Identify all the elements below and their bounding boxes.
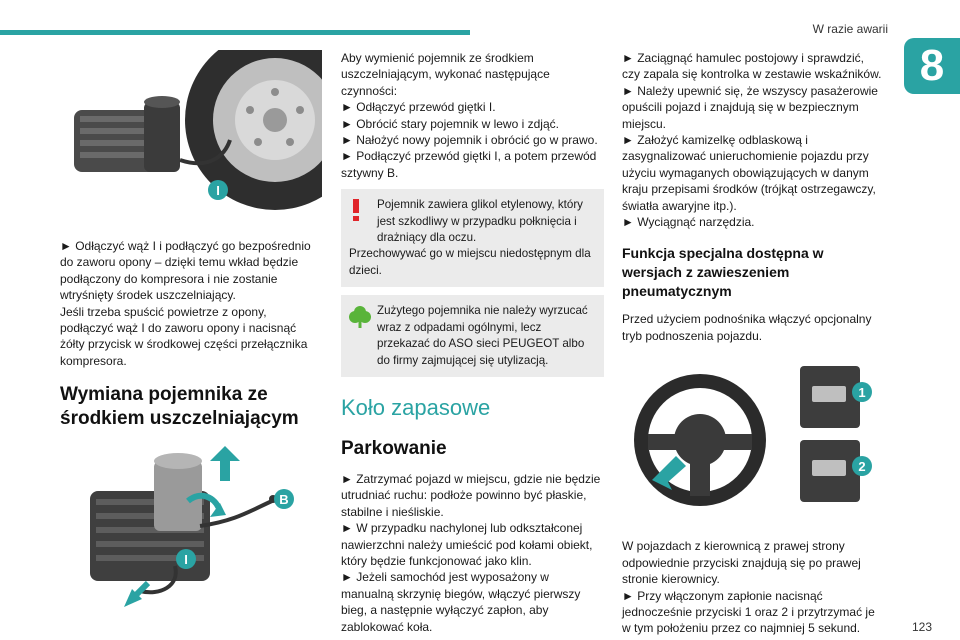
steering-wheel-buttons-illustration bbox=[622, 356, 884, 524]
callout-i-marker-2: I bbox=[176, 549, 196, 569]
environment-notice bbox=[341, 295, 604, 377]
button-2-marker: 2 bbox=[852, 456, 872, 476]
air-suspension-intro: Przed użyciem podnośnika włączyć opcjonalny tryb podnoszenia pojazdu. bbox=[622, 312, 872, 343]
header-accent-bar bbox=[0, 30, 470, 35]
replace-step-2: ► Obrócić stary pojemnik w lewo i zdjąć. bbox=[341, 116, 559, 131]
rhd-note: W pojazdach z kierownicą z prawej strony odpowiednie przyciski znajdują się po prawej stronie kierownicy. bbox=[622, 539, 861, 587]
running-header: W razie awarii bbox=[812, 22, 888, 36]
safety-step-2: ► Należy upewnić się, że wszyscy pasażerowie opuścili pojazd i znajdują się w bezpiecznym miejscu. bbox=[622, 83, 878, 131]
chapter-title-spare-wheel: Koło zapasowe bbox=[341, 394, 491, 420]
warning-exclamation-icon bbox=[349, 199, 363, 226]
warning-text-2: Przechowywać go w miejscu niedostępnym dla dzieci. bbox=[349, 247, 591, 277]
parking-step-3: ► Jeżeli samochód jest wyposażony w manualną skrzynię biegów, włączyć pierwszy bieg, a następnie wyłączyć zapłon, aby zablokować koła. bbox=[341, 570, 581, 634]
cartridge-drawing bbox=[60, 441, 322, 611]
environment-text: Zużytego pojemnika nie należy wyrzucać wraz z odpadami ogólnymi, lecz przekazać do ASO sieci PEUGEOT albo do firmy zajmującej się utylizacją. bbox=[377, 304, 588, 367]
compressor-tire-illustration bbox=[60, 50, 322, 220]
cartridge-replacement-illustration bbox=[60, 441, 322, 611]
callout-b-marker: B bbox=[274, 489, 294, 509]
replace-step-3: ► Nałożyć nowy pojemnik i obrócić go w prawo. bbox=[341, 133, 598, 148]
activation-step: ► Przy włączonym zapłonie nacisnąć jednocześnie przyciski 1 oraz 2 i przytrzymać je w tym położeniu przez co najmniej 5 sekund. bbox=[622, 588, 875, 636]
chapter-number-badge: 8 bbox=[904, 38, 960, 94]
warning-text: Pojemnik zawiera glikol etylenowy, który jest szkodliwy w przypadku połknięcia i drażniący dla oczu. bbox=[377, 198, 583, 245]
replace-step-1: ► Odłączyć przewód giętki I. bbox=[341, 100, 496, 115]
safety-step-1: ► Zaciągnąć hamulec postojowy i sprawdzić, czy zapala się kontrolka w zestawie wskaźników. bbox=[622, 51, 882, 82]
section-title-parking: Parkowanie bbox=[341, 437, 447, 459]
deflate-instruction: Jeśli trzeba spuścić powietrze z opony, podłączyć wąż I do zaworu opony i nacisnąć żółty przycisk w środkowej części przełącznika kompresora. bbox=[60, 304, 308, 368]
warning-notice bbox=[341, 189, 604, 287]
subsection-title-air-suspension: Funkcja specjalna dostępna w wersjach z zawieszeniem pneumatycznym bbox=[622, 245, 824, 300]
page-number: 123 bbox=[911, 620, 932, 634]
steering-wheel-drawing bbox=[622, 356, 884, 524]
callout-i-marker: I bbox=[208, 180, 228, 200]
hose-instruction: ► Odłączyć wąż I i podłączyć go bezpośrednio do zaworu opony – dzięki temu wkład będzie podłączony do kompresora i nie zostanie wtryśnięty środek uszczelniający. bbox=[60, 239, 311, 303]
safety-step-4: ► Wyciągnąć narzędzia. bbox=[622, 215, 755, 230]
replace-step-4: ► Podłączyć przewód giętki I, a potem przewód sztywny B. bbox=[341, 149, 597, 180]
replace-intro: Aby wymienić pojemnik ze środkiem uszczelniającym, wykonać następujące czynności: bbox=[341, 51, 550, 98]
compressor-tire-drawing bbox=[60, 50, 322, 220]
section-title-replace-cartridge: Wymiana pojemnika ze środkiem uszczelniającym bbox=[60, 384, 299, 430]
safety-step-3: ► Założyć kamizelkę odblaskową i zasygnalizować unieruchomienie pojazdu przy użyciu wymaganych obowiązujących w danym kraju przepisami środków (trójkąt ostrzegawczy, światła awaryjne itp.). bbox=[622, 133, 876, 213]
eco-tree-icon bbox=[349, 305, 371, 334]
button-1-marker: 1 bbox=[852, 382, 872, 402]
parking-step-2: ► W przypadku nachylonej lub odkształconej nawierzchni należy umieścić pod kołami obiekt, który będzie funkcjonować jako klin. bbox=[341, 521, 593, 568]
parking-step-1: ► Zatrzymać pojazd w miejscu, gdzie nie będzie utrudniać ruchu: podłoże powinno być płaskie, stabilne i nieśliskie. bbox=[341, 471, 601, 519]
column-middle bbox=[341, 50, 604, 635]
column-right bbox=[622, 50, 884, 637]
column-left bbox=[60, 50, 322, 611]
